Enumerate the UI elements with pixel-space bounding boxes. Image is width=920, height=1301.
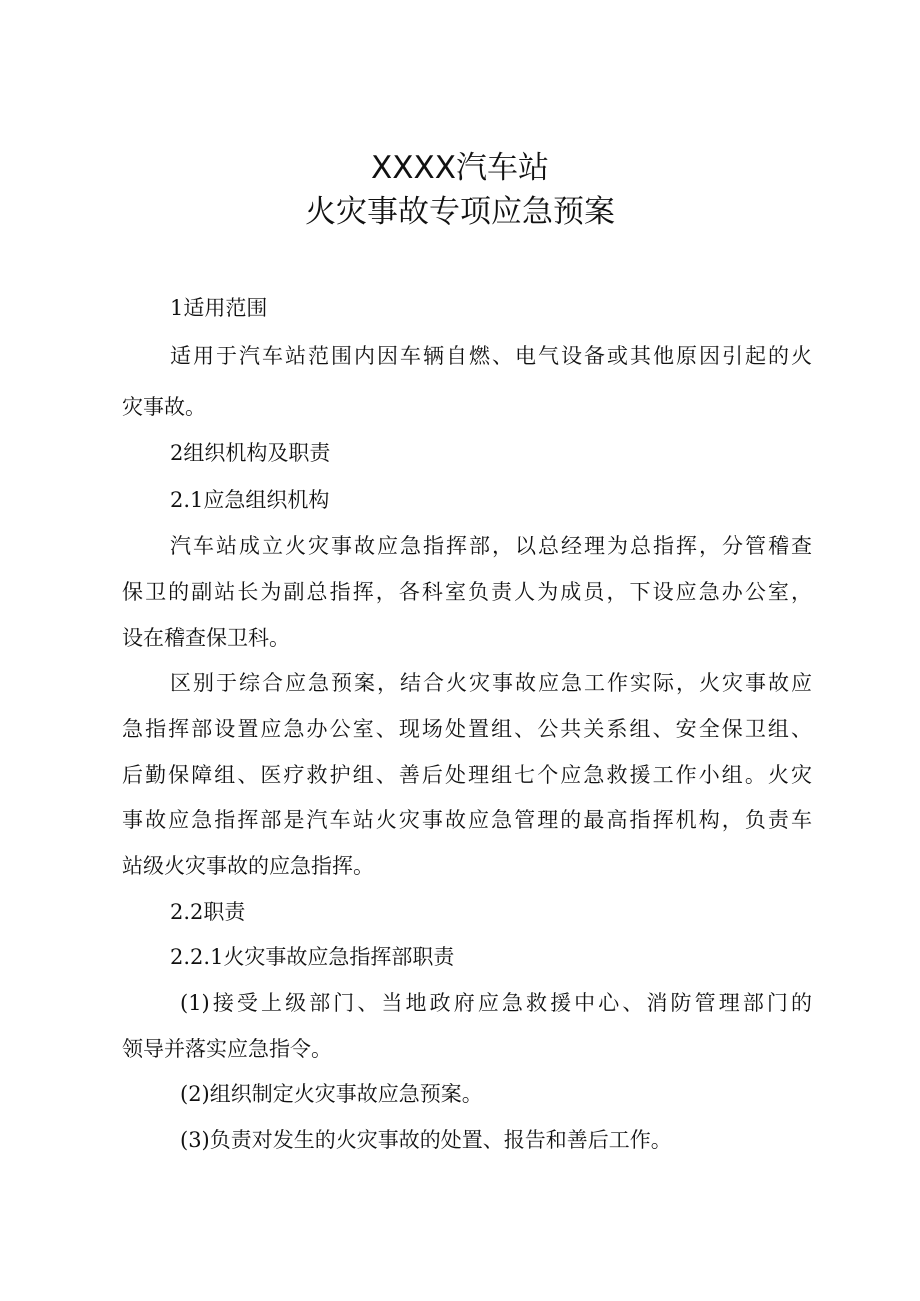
list-item: (2)组织制定火灾事故应急预案。 <box>180 1082 483 1106</box>
section-heading-2: 2组织机构及职责 <box>170 441 331 465</box>
list-item: (3)负责对发生的火灾事故的处置、报告和善后工作。 <box>180 1128 672 1152</box>
paragraph-line: 站级火灾事故的应急指挥。 <box>122 854 374 878</box>
paragraph-line: 区别于综合应急预案，结合火灾事故应急工作实际，火灾事故应 <box>170 671 812 695</box>
subsection-heading-2-2: 2.2职责 <box>170 900 246 924</box>
subsection-heading-2-1: 2.1应急组织机构 <box>170 488 330 512</box>
subsection-heading-2-2-1: 2.2.1火灾事故应急指挥部职责 <box>170 945 455 969</box>
list-item-line: 领导并落实应急指令。 <box>122 1037 332 1061</box>
paragraph-line: 后勤保障组、医疗救护组、善后处理组七个应急救援工作小组。火灾 <box>122 763 812 787</box>
section-heading-1: 1适用范围 <box>170 296 268 320</box>
list-item-line: (1)接受上级部门、当地政府应急救援中心、消防管理部门的 <box>180 991 812 1015</box>
paragraph-line: 汽车站成立火灾事故应急指挥部，以总经理为总指挥，分管稽查 <box>170 534 812 558</box>
paragraph-line: 事故应急指挥部是汽车站火灾事故应急管理的最高指挥机构，负责车 <box>122 808 812 832</box>
paragraph-line: 保卫的副站长为副总指挥，各科室负责人为成员，下设应急办公室， <box>122 580 812 604</box>
document-title-line1: XXXX汽车站 <box>371 150 549 186</box>
document-title-line2: 火灾事故专项应急预案 <box>305 194 615 230</box>
paragraph-line: 灾事故。 <box>122 395 206 419</box>
paragraph-line: 急指挥部设置应急办公室、现场处置组、公共关系组、安全保卫组、 <box>122 717 812 741</box>
paragraph-line: 设在稽查保卫科。 <box>122 626 290 650</box>
paragraph-line: 适用于汽车站范围内因车辆自燃、电气设备或其他原因引起的火 <box>170 344 812 368</box>
